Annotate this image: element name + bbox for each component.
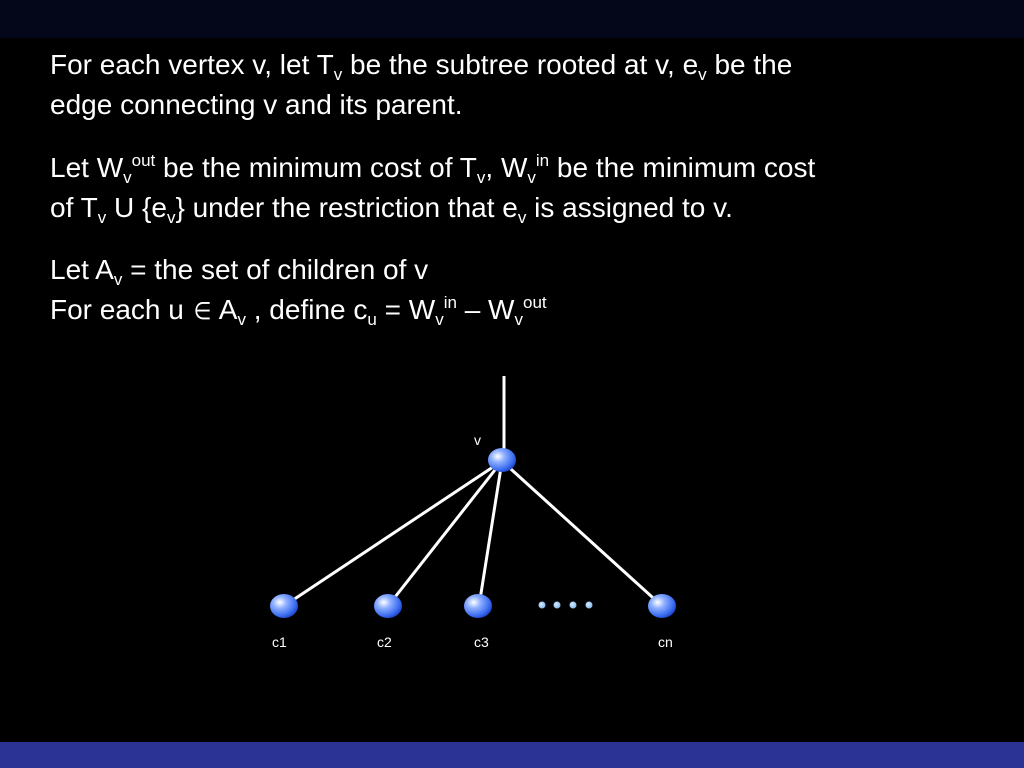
paragraph-subtree-definition: For each vertex v, let $T_v$ be the subtree rooted at v, $e_v$ be the edge connecting v and its parent. (50, 49, 793, 120)
child-node-c3 (464, 594, 492, 618)
child-label-c3: c3 (474, 634, 489, 650)
root-node-label: v (474, 432, 481, 448)
child-label-cn: cn (658, 634, 673, 650)
child-node-cn (648, 594, 676, 618)
edge-v-c3 (479, 461, 502, 606)
child-label-c2: c2 (377, 634, 392, 650)
paragraph-children-definition: Let $A_v$ = the set of children of v For each u ∈ $A_v$ , define $c_u = W_v^{in} - W_v^{out}$ (50, 254, 547, 329)
root-node (488, 448, 516, 472)
child-node-c1 (270, 594, 298, 618)
paragraph-cost-definition: Let $W_v^{out}$ be the minimum cost of $T_v$, $W_v^{in}$ be the minimum cost of $T_v$ U $\{e_v\}$ under the restriction that $e_v$ is assigned to v. (50, 151, 816, 227)
child-node-c2 (374, 594, 402, 618)
child-label-c1: c1 (272, 634, 287, 650)
edge-v-c1 (284, 461, 502, 606)
edge-v-c2 (388, 461, 502, 606)
ellipsis-dots (539, 602, 593, 609)
element-of-symbol: ∈ (193, 297, 211, 325)
edge-v-cn (502, 461, 662, 606)
bottom-band (0, 742, 1024, 768)
